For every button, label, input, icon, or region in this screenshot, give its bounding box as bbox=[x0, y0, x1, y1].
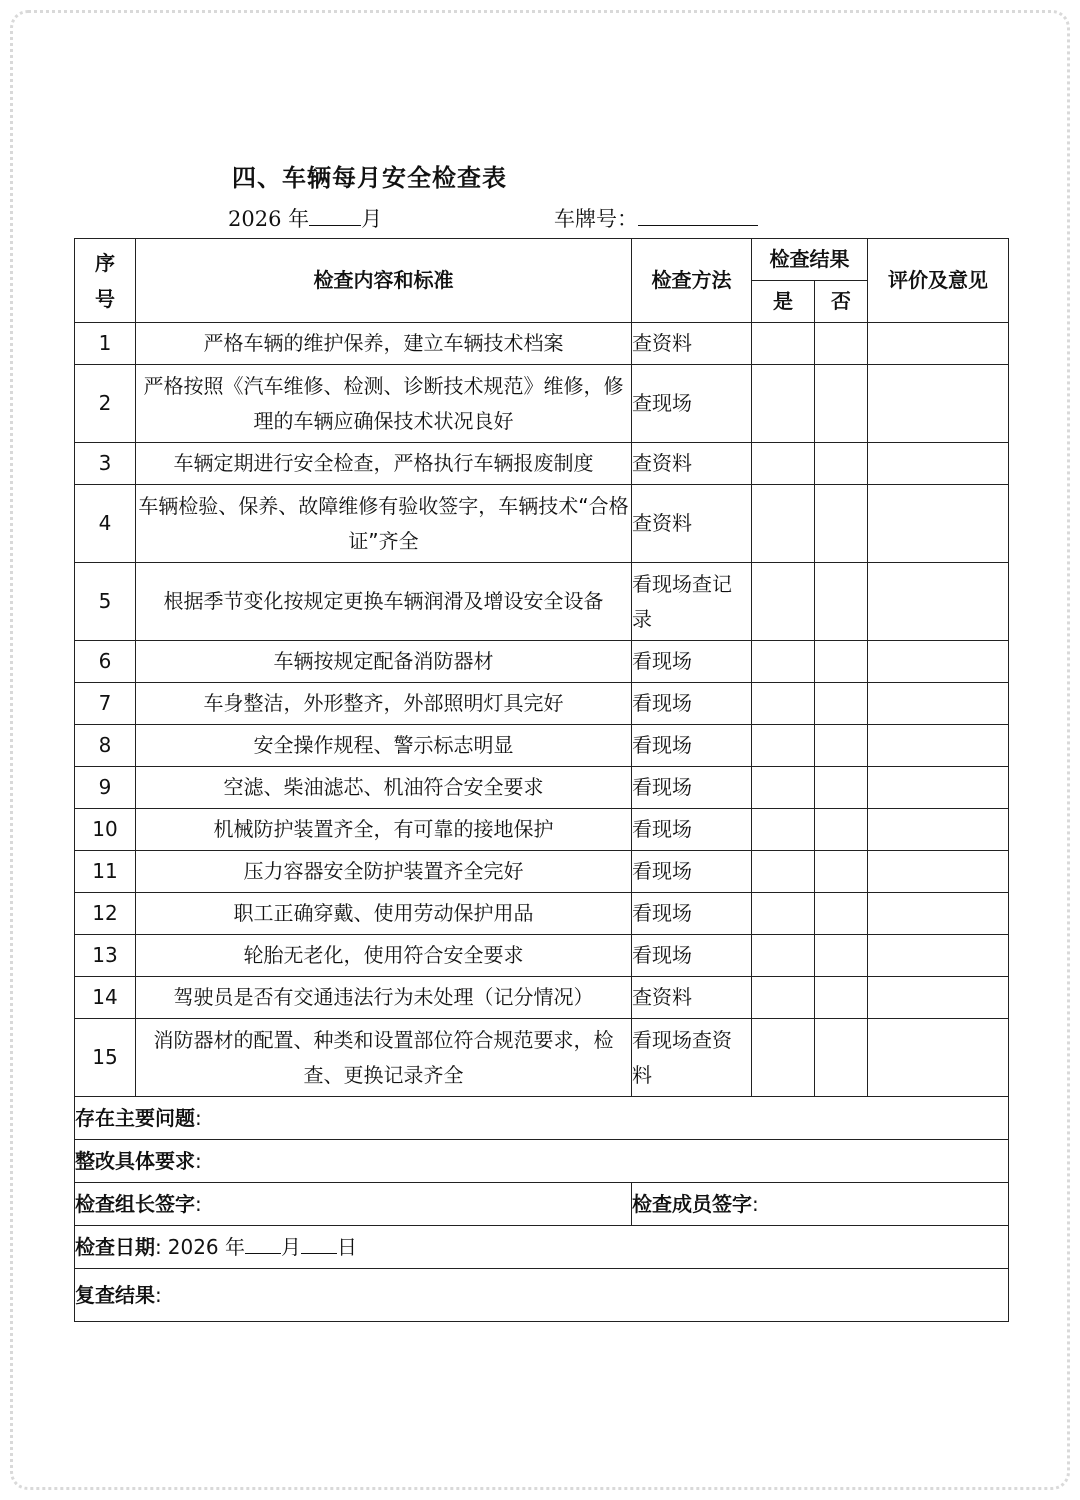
table-row bbox=[75, 725, 1009, 767]
row-content: 驾驶员是否有交通违法行为未处理（记分情况） bbox=[136, 977, 632, 1019]
row-method: 查资料 bbox=[632, 323, 752, 365]
requirements-colon: : bbox=[195, 1148, 202, 1173]
page-title: 四、车辆每月安全检查表 bbox=[232, 164, 507, 192]
yes-cell[interactable] bbox=[752, 563, 815, 641]
month-blank[interactable] bbox=[309, 205, 361, 226]
yes-cell[interactable] bbox=[752, 767, 815, 809]
row-method: 查资料 bbox=[632, 977, 752, 1019]
row-method: 看现场查资料 bbox=[632, 1019, 752, 1097]
table-row bbox=[75, 443, 1009, 485]
header-yes: 是 bbox=[752, 281, 815, 323]
row-number: 5 bbox=[75, 563, 136, 641]
leader-sign-label: 检查组长签字 bbox=[75, 1191, 195, 1216]
table-row bbox=[75, 893, 1009, 935]
row-content: 职工正确穿戴、使用劳动保护用品 bbox=[136, 893, 632, 935]
row-method: 看现场 bbox=[632, 683, 752, 725]
row-content: 严格按照《汽车维修、检测、诊断技术规范》维修，修理的车辆应确保技术状况良好 bbox=[136, 365, 632, 443]
row-method: 看现场 bbox=[632, 641, 752, 683]
requirements-label: 整改具体要求 bbox=[75, 1148, 195, 1173]
recheck-colon: : bbox=[155, 1282, 162, 1307]
yes-cell[interactable] bbox=[752, 935, 815, 977]
no-cell[interactable] bbox=[815, 725, 868, 767]
recheck-field[interactable] bbox=[75, 1269, 1009, 1322]
row-content: 车身整洁，外形整齐，外部照明灯具完好 bbox=[136, 683, 632, 725]
comment-cell[interactable] bbox=[868, 323, 1009, 365]
row-content: 轮胎无老化，使用符合安全要求 bbox=[136, 935, 632, 977]
yes-cell[interactable] bbox=[752, 977, 815, 1019]
row-method: 看现场 bbox=[632, 809, 752, 851]
yes-cell[interactable] bbox=[752, 893, 815, 935]
header-no: 否 bbox=[815, 281, 868, 323]
yes-cell[interactable] bbox=[752, 443, 815, 485]
table-row bbox=[75, 767, 1009, 809]
member-sign-field[interactable] bbox=[632, 1183, 1009, 1226]
no-cell[interactable] bbox=[815, 935, 868, 977]
yes-cell[interactable] bbox=[752, 323, 815, 365]
row-content: 车辆按规定配备消防器材 bbox=[136, 641, 632, 683]
yes-cell[interactable] bbox=[752, 851, 815, 893]
no-cell[interactable] bbox=[815, 767, 868, 809]
yes-cell[interactable] bbox=[752, 485, 815, 563]
no-cell[interactable] bbox=[815, 809, 868, 851]
no-cell[interactable] bbox=[815, 323, 868, 365]
comment-cell[interactable] bbox=[868, 563, 1009, 641]
recheck-label: 复查结果 bbox=[75, 1282, 155, 1307]
date-field bbox=[75, 1226, 1009, 1269]
footer-recheck-row bbox=[75, 1269, 1009, 1322]
no-cell[interactable] bbox=[815, 641, 868, 683]
table-row bbox=[75, 851, 1009, 893]
table-row bbox=[75, 809, 1009, 851]
inspection-table bbox=[74, 238, 1009, 1322]
row-number: 10 bbox=[75, 809, 136, 851]
row-number: 9 bbox=[75, 767, 136, 809]
footer-requirements-row bbox=[75, 1140, 1009, 1183]
plate-line bbox=[554, 203, 758, 233]
row-method: 看现场 bbox=[632, 767, 752, 809]
no-cell[interactable] bbox=[815, 893, 868, 935]
comment-cell[interactable] bbox=[868, 641, 1009, 683]
yes-cell[interactable] bbox=[752, 809, 815, 851]
table-row bbox=[75, 323, 1009, 365]
year-month-line bbox=[228, 203, 382, 233]
row-number: 7 bbox=[75, 683, 136, 725]
row-content: 机械防护装置齐全，有可靠的接地保护 bbox=[136, 809, 632, 851]
problems-field[interactable] bbox=[75, 1097, 1009, 1140]
row-method: 查资料 bbox=[632, 443, 752, 485]
table-row bbox=[75, 935, 1009, 977]
year-label: 2026 年 bbox=[228, 207, 310, 231]
comment-cell[interactable] bbox=[868, 443, 1009, 485]
comment-cell[interactable] bbox=[868, 1019, 1009, 1097]
no-cell[interactable] bbox=[815, 683, 868, 725]
yes-cell[interactable] bbox=[752, 365, 815, 443]
no-cell[interactable] bbox=[815, 563, 868, 641]
footer-problems-row bbox=[75, 1097, 1009, 1140]
row-method: 看现场 bbox=[632, 851, 752, 893]
header-method: 检查方法 bbox=[632, 239, 752, 323]
comment-cell[interactable] bbox=[868, 977, 1009, 1019]
month-label: 月 bbox=[361, 207, 383, 231]
comment-cell[interactable] bbox=[868, 725, 1009, 767]
header-comment: 评价及意见 bbox=[868, 239, 1009, 323]
date-label: 检查日期 bbox=[75, 1234, 155, 1259]
row-number: 2 bbox=[75, 365, 136, 443]
member-sign-colon: : bbox=[752, 1191, 759, 1216]
no-cell[interactable] bbox=[815, 977, 868, 1019]
date-month: 月 bbox=[281, 1234, 302, 1259]
comment-cell[interactable] bbox=[868, 851, 1009, 893]
row-number: 12 bbox=[75, 893, 136, 935]
row-method: 查现场 bbox=[632, 365, 752, 443]
problems-colon: : bbox=[195, 1105, 202, 1130]
date-month-blank[interactable] bbox=[245, 1233, 281, 1254]
comment-cell[interactable] bbox=[868, 767, 1009, 809]
row-method: 看现场 bbox=[632, 725, 752, 767]
row-method: 看现场查记录 bbox=[632, 563, 752, 641]
row-number: 13 bbox=[75, 935, 136, 977]
row-number: 3 bbox=[75, 443, 136, 485]
row-number: 1 bbox=[75, 323, 136, 365]
row-number: 15 bbox=[75, 1019, 136, 1097]
no-cell[interactable] bbox=[815, 851, 868, 893]
row-number: 8 bbox=[75, 725, 136, 767]
row-number: 4 bbox=[75, 485, 136, 563]
row-content: 严格车辆的维护保养，建立车辆技术档案 bbox=[136, 323, 632, 365]
problems-label: 存在主要问题 bbox=[75, 1105, 195, 1130]
row-content: 根据季节变化按规定更换车辆润滑及增设安全设备 bbox=[136, 563, 632, 641]
requirements-field[interactable] bbox=[75, 1140, 1009, 1183]
row-number: 14 bbox=[75, 977, 136, 1019]
comment-cell[interactable] bbox=[868, 935, 1009, 977]
comment-cell[interactable] bbox=[868, 809, 1009, 851]
date-year: 2026 年 bbox=[167, 1234, 246, 1259]
comment-cell[interactable] bbox=[868, 683, 1009, 725]
yes-cell[interactable] bbox=[752, 641, 815, 683]
table-row bbox=[75, 641, 1009, 683]
row-content: 车辆检验、保养、故障维修有验收签字，车辆技术“合格证”齐全 bbox=[136, 485, 632, 563]
member-sign-label: 检查成员签字 bbox=[632, 1191, 752, 1216]
plate-blank[interactable] bbox=[638, 205, 758, 226]
comment-cell[interactable] bbox=[868, 485, 1009, 563]
table-row bbox=[75, 485, 1009, 563]
no-cell[interactable] bbox=[815, 365, 868, 443]
header-result: 检查结果 bbox=[752, 239, 868, 281]
no-cell[interactable] bbox=[815, 1019, 868, 1097]
row-number: 11 bbox=[75, 851, 136, 893]
footer-signature-row bbox=[75, 1183, 1009, 1226]
table-row bbox=[75, 365, 1009, 443]
row-method: 查资料 bbox=[632, 485, 752, 563]
row-content: 安全操作规程、警示标志明显 bbox=[136, 725, 632, 767]
row-method: 看现场 bbox=[632, 935, 752, 977]
no-cell[interactable] bbox=[815, 443, 868, 485]
table-row bbox=[75, 563, 1009, 641]
row-method: 看现场 bbox=[632, 893, 752, 935]
no-cell[interactable] bbox=[815, 485, 868, 563]
table-row bbox=[75, 683, 1009, 725]
header-seq: 序号 bbox=[75, 239, 136, 323]
row-content: 压力容器安全防护装置齐全完好 bbox=[136, 851, 632, 893]
row-number: 6 bbox=[75, 641, 136, 683]
footer-date-row bbox=[75, 1226, 1009, 1269]
date-day: 日 bbox=[337, 1234, 358, 1259]
date-colon: : bbox=[155, 1234, 162, 1259]
header-content: 检查内容和标准 bbox=[136, 239, 632, 323]
table-row bbox=[75, 1019, 1009, 1097]
comment-cell[interactable] bbox=[868, 365, 1009, 443]
yes-cell[interactable] bbox=[752, 683, 815, 725]
table-row bbox=[75, 977, 1009, 1019]
row-content: 消防器材的配置、种类和设置部位符合规范要求，检查、更换记录齐全 bbox=[136, 1019, 632, 1097]
date-day-blank[interactable] bbox=[301, 1233, 337, 1254]
row-content: 空滤、柴油滤芯、机油符合安全要求 bbox=[136, 767, 632, 809]
comment-cell[interactable] bbox=[868, 893, 1009, 935]
row-content: 车辆定期进行安全检查，严格执行车辆报废制度 bbox=[136, 443, 632, 485]
leader-sign-colon: : bbox=[195, 1191, 202, 1216]
yes-cell[interactable] bbox=[752, 725, 815, 767]
yes-cell[interactable] bbox=[752, 1019, 815, 1097]
leader-sign-field[interactable] bbox=[75, 1183, 632, 1226]
plate-label: 车牌号： bbox=[554, 207, 638, 231]
